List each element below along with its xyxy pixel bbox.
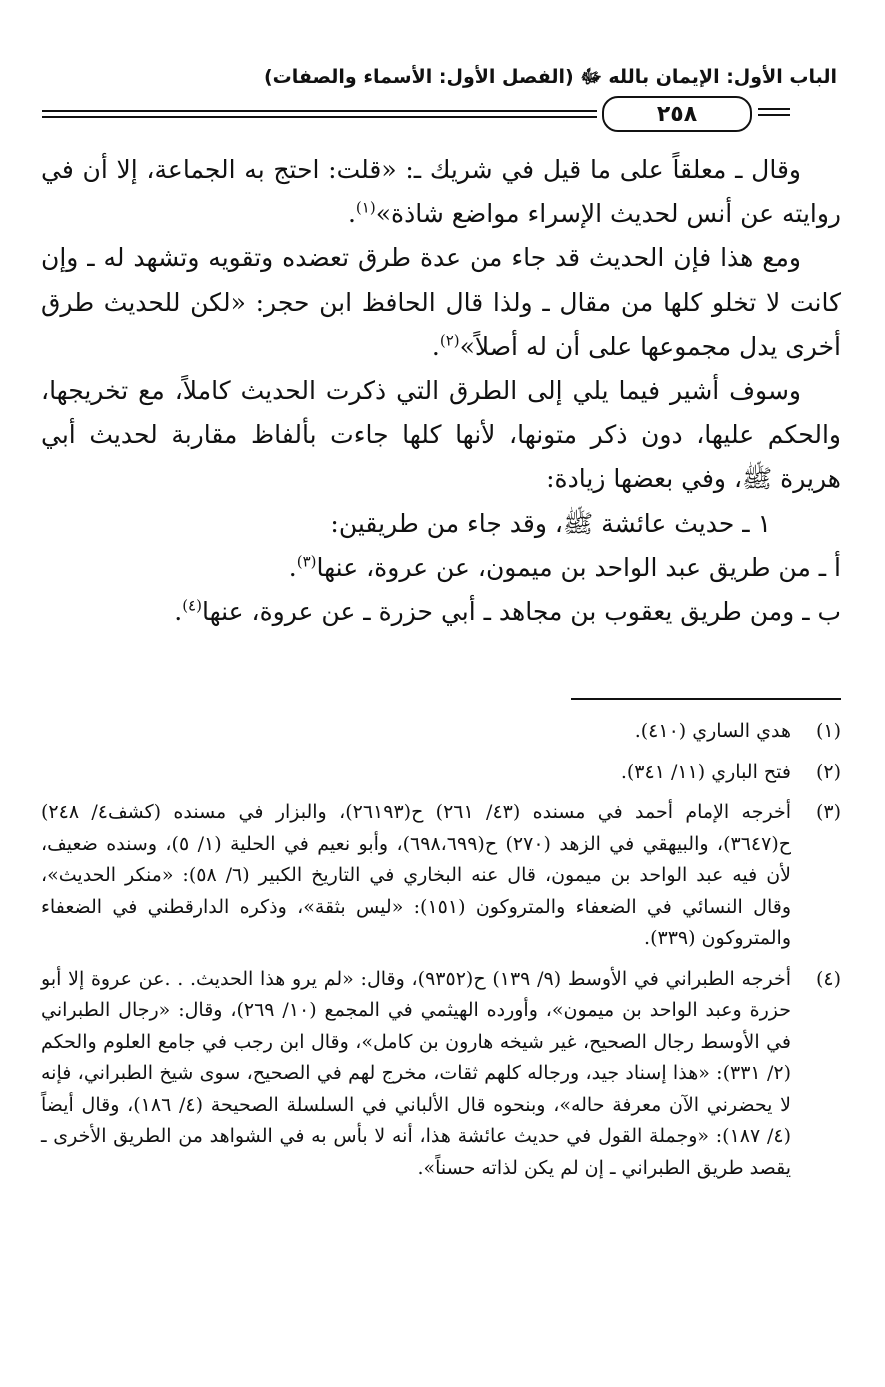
footnote: [41, 797, 841, 955]
footnote-number: (٣): [815, 801, 841, 823]
footnote-ref: (٤): [182, 596, 202, 615]
section-heading: [41, 502, 841, 546]
list-item-text: .: [288, 552, 297, 582]
paragraph-text: وقال ـ معلقاً على ما قيل في شريك ـ: «قلت: احتج به الجماعة، إلا أن في روايته عن أنس لحديث الإسراء مواضع شاذة»: [41, 155, 841, 229]
footnote: [41, 757, 841, 789]
footnotes: [41, 716, 841, 1193]
footnote-number: (٢): [815, 760, 841, 783]
footnote: [41, 964, 841, 1185]
footnote-number: (١): [815, 720, 841, 742]
page-number: ٢٥٨: [602, 96, 752, 132]
paragraph-text: وسوف أشير فيما يلي إلى الطرق التي ذكرت الحديث كاملاً، مع تخريجها، والحكم عليها، دون ذكر متونها، لأنها كلها جاءت بألفاظ مقاربة لحديث أبي هريرة ﷺ، وفي بعضها زيادة:: [41, 376, 841, 494]
header-rule: [758, 108, 790, 110]
footnote-ref: (١): [355, 198, 376, 217]
paragraph-text: .: [431, 331, 440, 361]
list-item: [41, 590, 841, 634]
header-rule: [758, 114, 790, 116]
paragraph-text: ومع هذا فإن الحديث قد جاء من عدة طرق تعضده وتقويه وتشهد له ـ وإن كانت لا تخلو كلها من مقال ـ ولذا قال الحافظ ابن حجر: «لكن للحديث طرق أخرى يدل مجموعها على أن له أصلاً»: [41, 243, 841, 361]
header-rule: [42, 116, 597, 118]
header-rule: [42, 110, 597, 112]
list-item-text: .: [174, 597, 183, 627]
footnote-text: هدي الساري (٤١٠).: [634, 720, 791, 742]
footnote-number: (٤): [815, 967, 841, 990]
paragraph: [41, 236, 841, 369]
list-item-text: ب ـ ومن طريق يعقوب بن مجاهد ـ أبي حزرة ـ عن عروة، عنها: [201, 597, 841, 627]
paragraph-text: .: [347, 199, 356, 229]
paragraph: [41, 369, 841, 502]
footnote-ref: (٢): [439, 331, 460, 350]
footnote-ref: (٣): [296, 552, 317, 571]
running-header: الباب الأول: الإيمان بالله ﷻ (الفصل الأول: الأسماء والصفات): [263, 66, 837, 88]
footnote-separator: [571, 698, 841, 700]
footnote-text: أخرجه الطبراني في الأوسط (٩/ ١٣٩) ح(٩٣٥٢)، وقال: «لم يرو هذا الحديث. . .عن عروة إلا أبو حزرة وعبد الواحد بن ميمون»، وأورده الهيثمي في المجمع (١٠/ ٢٦٩)، وقال: «رجال الطبراني في الأوسط رجال الصحيح، غير شيخه هارون بن كامل»، وقال ابن رجب في جامع العلوم والحكم (٢/ ٣٣١): «هذا إسناد جيد، ورجاله كلهم ثقات، مخرج لهم في الصحيح، سوى شيخ الطبراني، فإنه لا يحضرني الآن معرفة حاله»، وبنحوه قال الألباني في السلسلة الصحيحة (٤/ ١٨٦)، وقال أيضاً (٤/ ١٨٧): «وجملة القول في حديث عائشة هذا، أنه لا بأس به في الشواهد من الطريق الأخرى ـ يقصد طريق الطبراني ـ إن لم يكن لذاته حسناً».: [41, 967, 791, 1179]
footnote-text: أخرجه الإمام أحمد في مسنده (٤٣/ ٢٦١) ح(٢٦١٩٣)، والبزار في مسنده (كشف٤/ ٢٤٨) ح(٣٦٤٧)، والبيهقي في الزهد (٢٧٠) ح(٦٩٨،٦٩٩)، وأبو نعيم في الحلية (١/ ٥)، وسنده ضعيف، لأن فيه عبد الواحد بن ميمون، قال عنه البخاري في التاريخ الكبير (٦/ ٥٨): «منكر الحديث»، وقال النسائي في الضعفاء والمتروكون (١٥١): «ليس بثقة»، وذكره الدارقطني في الضعفاء والمتروكون (٣٣٩).: [41, 801, 791, 949]
footnote: [41, 716, 841, 748]
footnote-text: فتح الباري (١١/ ٣٤١).: [620, 760, 791, 783]
paragraph: [41, 148, 841, 236]
paragraph-text: ١ ـ حديث عائشة ﷺ، وقد جاء من طريقين:: [330, 508, 771, 538]
list-item: [41, 546, 841, 590]
list-item-text: أ ـ من طريق عبد الواحد بن ميمون، عن عروة، عنها: [316, 552, 841, 582]
main-text: [41, 148, 841, 634]
